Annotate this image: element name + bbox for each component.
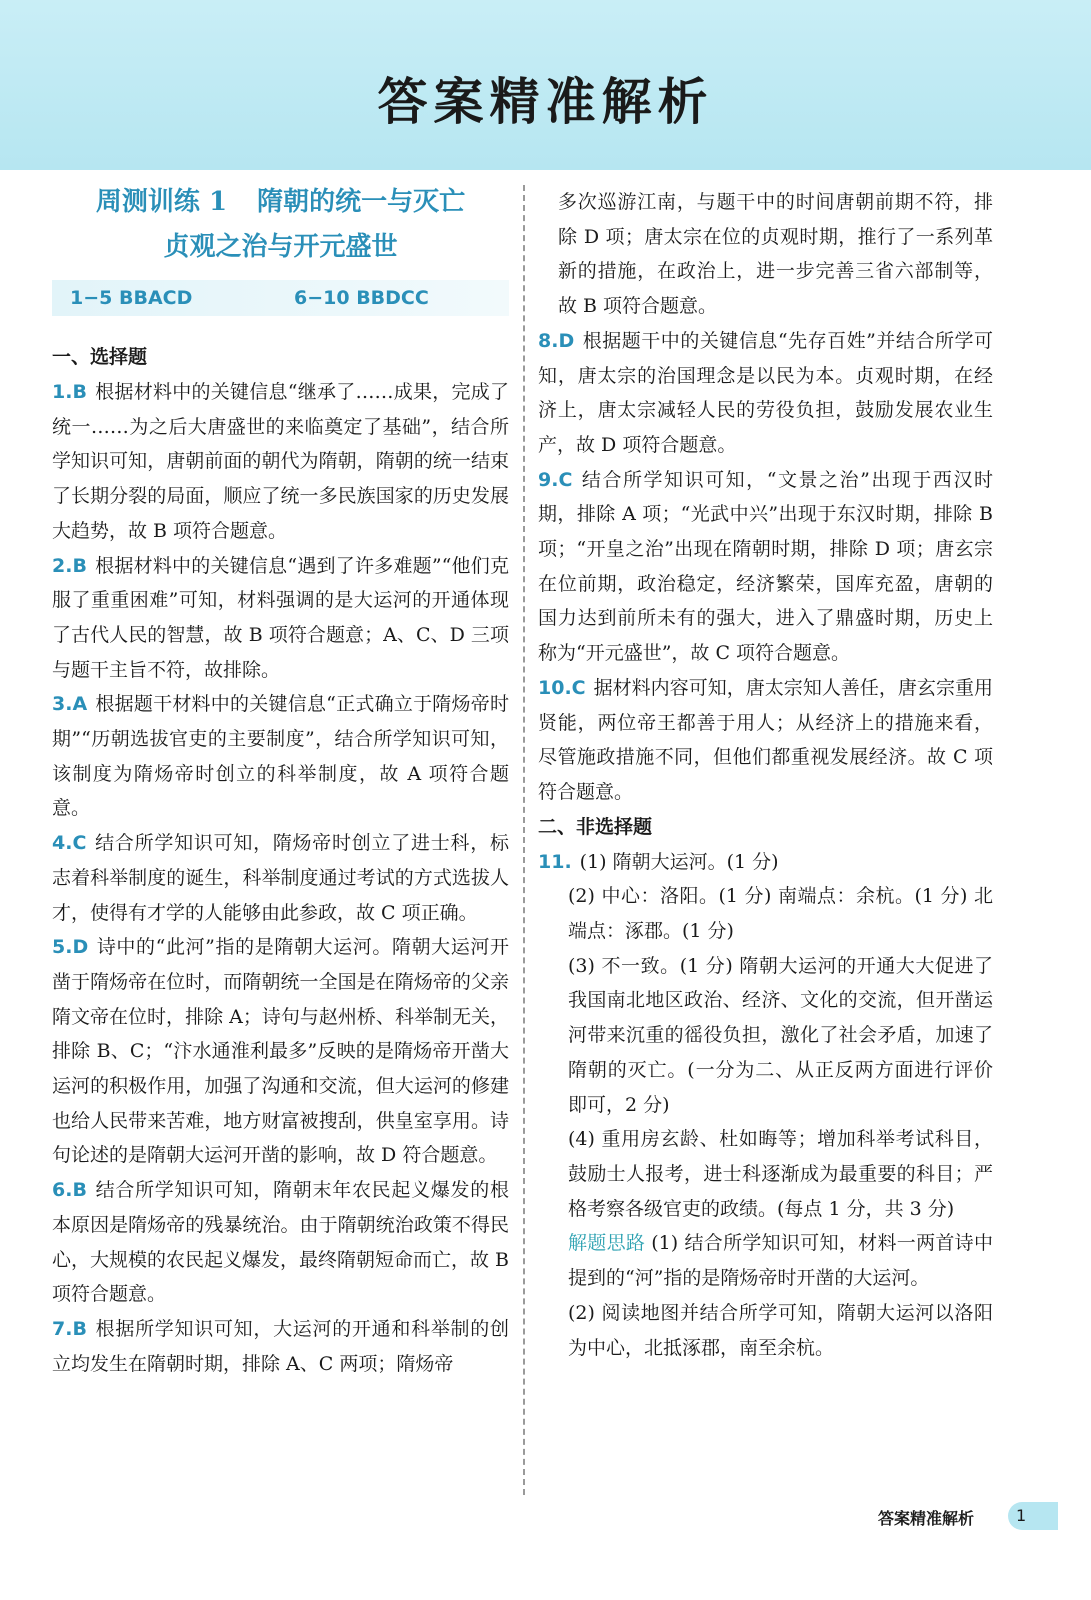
question-item [52,1312,509,1381]
question-11: 11. (1) 隋朝大运河。(1 分) [538,850,779,873]
unit-title-topic-2: 贞观之治与开元盛世 [163,232,398,262]
question-explanation: 结合所学知识可知，隋炀帝时创立了进士科，标志着科举制度的诞生，科举制度通过考试的方式选拔人才，使得有才学的人能够由此参政，故 C 项正确。 [52,832,509,924]
section-heading-choice: 一、选择题 [52,346,148,368]
unit-title-topic-1: 隋朝的统一与灭亡 [257,187,466,217]
question-explanation: 根据题干中的关键信息“先存百姓”并结合所学可知，唐太宗的治国理念是以民为本。贞观时期，在经济上，唐太宗减轻人民的劳役负担，鼓励发展农业生产，故 D 项符合题意。 [538,329,993,456]
answer-key-1-5: 1−5 BBACD [70,287,193,309]
q11-part-2: (2) 中心：洛阳。(1 分) 南端点：余杭。(1 分) 北端点：涿郡。(1 分) [568,885,993,943]
right-column [538,185,993,1365]
section-heading-non-choice: 二、非选择题 [538,815,653,838]
question-number: 8.D [538,329,575,352]
question-number: 5.D [52,936,89,959]
page-header [0,0,1091,170]
question-number: 7.B [52,1317,87,1340]
question-item [52,375,509,549]
question-item [538,463,993,671]
question-explanation: 据材料内容可知，唐太宗知人善任，唐玄宗重用贤能，两位帝王都善于用人；从经济上的措施来看，尽管施政措施不同，但他们都重视发展经济。故 C 项符合题意。 [538,676,993,803]
question-item [52,687,509,826]
page-title: 答案精准解析 [377,73,714,131]
question-item [52,930,509,1173]
question-number: 1.B [52,381,87,403]
question-item [52,549,509,688]
question-continuation: 多次巡游江南，与题干中的时间唐朝前期不符，排除 D 项；唐太宗在位的贞观时期，推行了一系列革新的措施，在政治上，进一步完善三省六部制等，故 B 项符合题意。 [558,191,993,318]
footer-label: 答案精准解析 [878,1509,975,1528]
answer-key-bar [52,280,509,316]
left-question-list [52,375,509,1381]
q11-tip-1: 解题思路 (1) 结合所学知识可知，材料一两首诗中提到的“河”指的是隋炀帝时开凿的大运河。 [568,1232,993,1290]
q11-part-3: (3) 不一致。(1 分) 隋朝大运河的开通大大促进了我国南北地区政治、经济、文化的交流，但开凿运河带来沉重的徭役负担，激化了社会矛盾，加速了隋朝的灭亡。(一分为二、从正反两方面进行评价即可，2 分) [568,954,993,1116]
q11-tip-2: (2) 阅读地图并结合所学可知，隋朝大运河以洛阳为中心，北抵涿郡，南至余杭。 [568,1301,993,1359]
question-number: 2.B [52,554,87,577]
question-item [52,826,509,930]
question-item [52,1173,509,1312]
question-explanation: 结合所学知识可知，隋朝末年农民起义爆发的根本原因是隋炀帝的残暴统治。由于隋朝统治政策不得民心，大规模的农民起义爆发，最终隋朝短命而亡，故 B 项符合题意。 [52,1179,510,1306]
question-explanation: 诗中的“此河”指的是隋朝大运河。隋朝大运河开凿于隋炀帝在位时，而隋朝统一全国是在隋炀帝的父亲隋文帝在位时，排除 A；诗句与赵州桥、科举制无关，排除 B、C；“汴水通淮利最多”反映的是隋炀帝开凿大运河的积极作用，加强了沟通和交流，但大运河的修建也给人民带来苦难，地方财富被搜刮，供皇室享用。诗句论述的是隋朝大运河开凿的影响，故 D 符合题意。 [52,936,509,1167]
tip-label: 解题思路 [568,1232,646,1255]
unit-title-number: 周测训练 1 [95,187,228,217]
right-question-list [538,324,993,810]
question-number: 10.C [538,676,586,699]
question-explanation: 根据材料中的关键信息“遇到了许多难题”“他们克服了重重困难”可知，材料强调的是大运河的开通体现了古代人民的智慧，故 B 项符合题意；A、C、D 三项与题干主旨不符，故排除。 [52,554,509,681]
question-number: 4.C [52,832,87,855]
column-divider [523,185,525,1495]
question-item [538,671,993,810]
left-column [52,180,509,1381]
question-number: 9.C [538,468,573,491]
question-explanation: 结合所学知识可知，“文景之治”出现于西汉时期，排除 A 项；“光武中兴”出现于东汉时期，排除 B 项；“开皇之治”出现在隋朝时期，排除 D 项；唐玄宗在位前期，政治稳定，经济繁荣，国库充盈，唐朝的国力达到前所未有的强大，进入了鼎盛时期，历史上称为“开元盛世”，故 C 项符合题意。 [538,468,993,665]
answer-key-6-10: 6−10 BBDCC [294,287,429,309]
question-explanation: 根据题干材料中的关键信息“正式确立于隋炀帝时期”“历朝选拔官吏的主要制度”，结合所学知识可知，该制度为隋炀帝时创立的科举制度，故 A 项符合题意。 [52,693,509,820]
q11-part-4: (4) 重用房玄龄、杜如晦等；增加科举考试科目，鼓励士人报考，进士科逐渐成为最重要的科目；严格考察各级官吏的政绩。(每点 1 分，共 3 分) [568,1128,993,1220]
question-number: 6.B [52,1179,87,1202]
question-explanation: 根据材料中的关键信息“继承了……成果，完成了统一……为之后大唐盛世的来临奠定了基础”，结合所学知识可知，唐朝前面的朝代为隋朝，隋朝的统一结束了长期分裂的局面，顺应了统一多民族国家的历史发展大趋势，故 B 项符合题意。 [52,381,509,542]
question-explanation: 根据所学知识可知，大运河的开通和科举制的创立均发生在隋朝时期，排除 A、C 两项；隋炀帝 [52,1317,509,1375]
question-number: 3.A [52,693,88,716]
unit-title [52,180,509,270]
question-number: 11. [538,850,572,873]
question-item [538,324,993,463]
page-number: 1 [1008,1502,1058,1530]
